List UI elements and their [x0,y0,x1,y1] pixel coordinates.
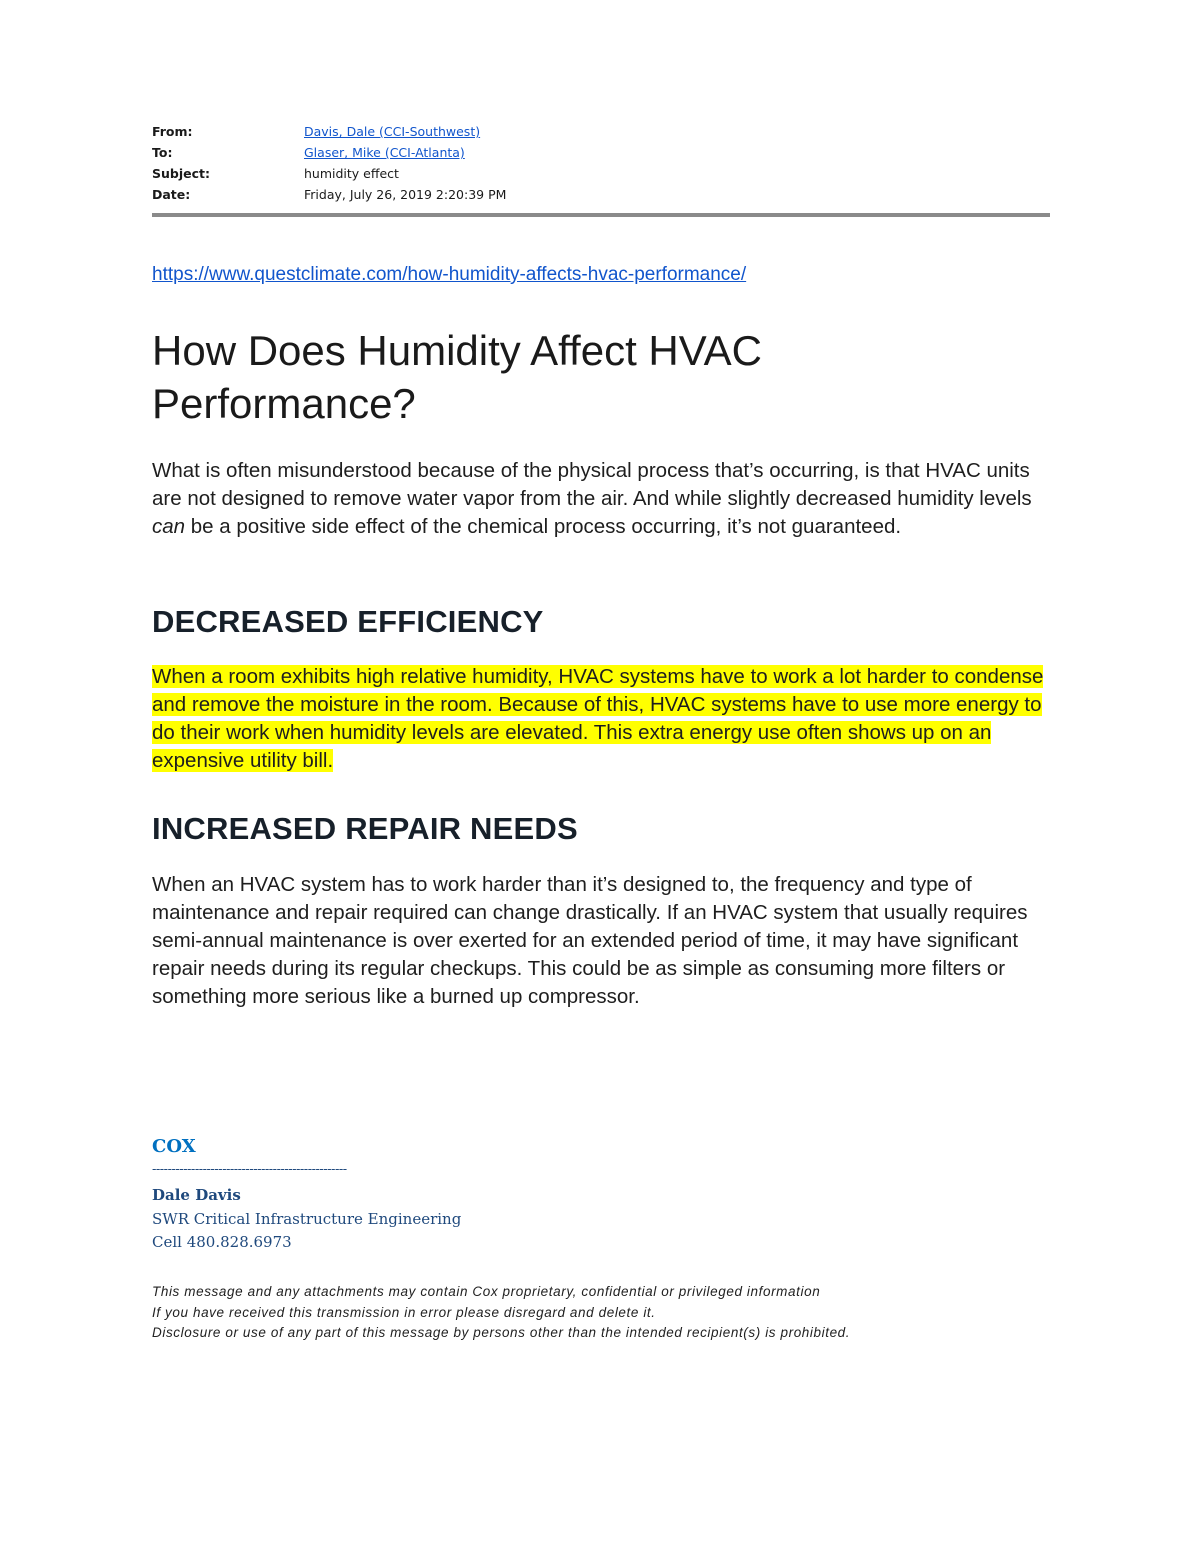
disclaimer-line1: This message and any attachments may contain Cox proprietary, confidential or privileged information [152,1284,821,1299]
article-title-line2: Performance? [152,380,416,427]
subject-value: humidity effect [304,166,399,181]
signature-company: COX [152,1136,196,1157]
repair-paragraph: When an HVAC system has to work harder than it’s designed to, the frequency and type of maintenance and repair required can change drastically. If an HVAC system that usually requires semi-annual maintenance is over exerted for an extended period of time, it may have significant repair needs during its regular checkups. This could be as simple as consuming more filters or something more serious like a burned up compressor. [152,873,1028,1008]
date-value: Friday, July 26, 2019 2:20:39 PM [304,187,507,202]
intro-emphasis: can [152,515,186,538]
intro-text-part2: be a positive side effect of the chemical process occurring, it’s not guaranteed. [185,515,902,538]
article-link[interactable]: https://www.questclimate.com/how-humidity-affects-hvac-performance/ [152,264,747,285]
to-label: To: [152,145,173,160]
header-divider [152,213,1050,217]
signature-name: Dale Davis [152,1186,241,1204]
date-row [152,184,1052,205]
efficiency-paragraph [152,663,1052,775]
date-label: Date: [152,187,191,202]
email-header [152,121,1052,205]
section-heading-repair: INCREASED REPAIR NEEDS [152,811,578,846]
to-link[interactable]: Glaser, Mike (CCI-Atlanta) [304,145,465,160]
signature-cell: Cell 480.828.6973 [152,1233,292,1251]
article-title-line1: How Does Humidity Affect HVAC [152,327,762,374]
subject-row [152,163,1052,184]
intro-paragraph [152,457,1052,541]
signature-rule: -------------------------------------------------- [152,1162,347,1177]
article-title [152,324,1012,430]
signature-department: SWR Critical Infrastructure Engineering [152,1210,462,1228]
from-label: From: [152,124,193,139]
intro-text-part1: What is often misunderstood because of the physical process that’s occurring, is that HVAC units are not designed to remove water vapor from the air. And while slightly decreased humidity levels [152,459,1032,510]
disclaimer-line2: If you have received this transmission in error please disregard and delete it. [152,1304,656,1320]
subject-label: Subject: [152,166,210,181]
from-link[interactable]: Davis, Dale (CCI-Southwest) [304,124,481,139]
disclaimer [152,1282,1052,1344]
section-heading-efficiency: DECREASED EFFICIENCY [152,604,544,639]
highlighted-text: When a room exhibits high relative humidity, HVAC systems have to work a lot harder to condense and remove the moisture in the room. Because of this, HVAC systems have to use more energy to do their work when humidity levels are elevated. This extra energy use often shows up on an expensive utility bill. [152,665,1044,772]
disclaimer-line3: Disclosure or use of any part of this message by persons other than the intended recipient(s) is prohibited. [152,1325,851,1340]
to-row [152,142,1052,163]
from-row [152,121,1052,142]
